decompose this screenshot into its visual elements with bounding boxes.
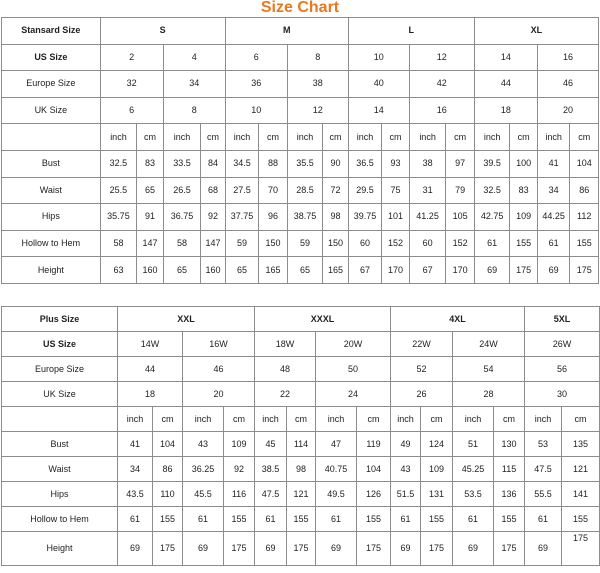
uk-size-row — [2, 382, 600, 407]
measure-value: 45.5 — [183, 482, 224, 507]
unit-cell: inch — [163, 124, 201, 151]
unit-cell: cm — [323, 124, 348, 151]
unit-cell: cm — [570, 124, 599, 151]
us-size-value: 12 — [409, 44, 474, 71]
measure-value: 39.5 — [474, 150, 510, 177]
europe-size-value: 54 — [453, 357, 525, 382]
measure-value: 61 — [255, 507, 287, 532]
uk-size-value: 6 — [100, 97, 163, 124]
measure-value: 45 — [255, 432, 287, 457]
measure-value: 104 — [570, 150, 599, 177]
measure-value: 86 — [570, 177, 599, 204]
measure-value: 175 — [357, 532, 391, 566]
measure-value: 152 — [446, 230, 474, 257]
unit-cell: inch — [409, 124, 446, 151]
us-size-label: US Size — [2, 332, 118, 357]
europe-size-value: 50 — [316, 357, 391, 382]
uk-size-value: 22 — [255, 382, 316, 407]
unit-cell: inch — [391, 407, 421, 432]
measure-row — [2, 532, 600, 566]
europe-size-value: 38 — [287, 71, 348, 98]
measure-value: 130 — [494, 432, 525, 457]
measure-value: 90 — [323, 150, 348, 177]
measure-value: 126 — [357, 482, 391, 507]
measure-value: 41.25 — [409, 204, 446, 231]
size-group: XL — [474, 18, 598, 45]
measure-value: 41 — [118, 432, 153, 457]
uk-size-value: 18 — [474, 97, 537, 124]
measure-value: 136 — [494, 482, 525, 507]
measure-value: 105 — [446, 204, 474, 231]
measure-label: Waist — [2, 457, 118, 482]
size-group: 5XL — [525, 307, 600, 332]
uk-size-value: 20 — [183, 382, 255, 407]
units-row — [2, 124, 599, 151]
us-size-value: 22W — [391, 332, 453, 357]
uk-size-value: 14 — [348, 97, 409, 124]
uk-size-value: 28 — [453, 382, 525, 407]
measure-value: 101 — [382, 204, 409, 231]
measure-value: 59 — [287, 230, 323, 257]
measure-value: 160 — [201, 257, 225, 284]
measure-value: 155 — [570, 230, 599, 257]
measure-value: 43 — [183, 432, 224, 457]
measure-value: 155 — [153, 507, 183, 532]
unit-cell: inch — [316, 407, 357, 432]
measure-value: 165 — [323, 257, 348, 284]
size-row-label: Plus Size — [2, 307, 118, 332]
measure-value: 152 — [382, 230, 409, 257]
us-size-value: 4 — [163, 44, 225, 71]
measure-row — [2, 507, 600, 532]
unit-cell: cm — [357, 407, 391, 432]
measure-value: 110 — [153, 482, 183, 507]
measure-value: 155 — [562, 507, 600, 532]
unit-cell: cm — [287, 407, 316, 432]
measure-value: 36.25 — [183, 457, 224, 482]
us-size-value: 24W — [453, 332, 525, 357]
europe-size-value: 56 — [525, 357, 600, 382]
measure-value: 97 — [446, 150, 474, 177]
unit-cell: inch — [255, 407, 287, 432]
measure-value: 70 — [259, 177, 287, 204]
unit-cell: inch — [225, 124, 259, 151]
measure-value: 135 — [562, 432, 600, 457]
measure-value: 55.5 — [525, 482, 562, 507]
europe-size-label: Europe Size — [2, 357, 118, 382]
europe-size-value: 44 — [118, 357, 183, 382]
uk-size-value: 8 — [163, 97, 225, 124]
unit-cell: inch — [118, 407, 153, 432]
uk-size-value: 24 — [316, 382, 391, 407]
europe-size-row — [2, 71, 599, 98]
measure-value: 51.5 — [391, 482, 421, 507]
europe-size-value: 46 — [183, 357, 255, 382]
measure-value: 61 — [391, 507, 421, 532]
unit-cell: inch — [287, 124, 323, 151]
measure-value: 175 — [562, 532, 600, 566]
measure-value: 109 — [510, 204, 537, 231]
measure-value: 92 — [201, 204, 225, 231]
us-size-value: 10 — [348, 44, 409, 71]
measure-value: 61 — [537, 230, 570, 257]
measure-value: 43 — [391, 457, 421, 482]
measure-value: 67 — [348, 257, 382, 284]
europe-size-value: 42 — [409, 71, 474, 98]
units-row — [2, 407, 600, 432]
europe-size-value: 52 — [391, 357, 453, 382]
measure-value: 141 — [562, 482, 600, 507]
standard-size-table — [1, 17, 599, 284]
measure-value: 28.5 — [287, 177, 323, 204]
measure-row — [2, 204, 599, 231]
measure-value: 36.75 — [163, 204, 201, 231]
measure-value: 116 — [224, 482, 255, 507]
measure-value: 109 — [421, 457, 453, 482]
measure-value: 98 — [287, 457, 316, 482]
measure-value: 53 — [525, 432, 562, 457]
measure-value: 69 — [316, 532, 357, 566]
unit-cell: inch — [474, 124, 510, 151]
measure-value: 109 — [224, 432, 255, 457]
measure-value: 38.75 — [287, 204, 323, 231]
measure-row — [2, 482, 600, 507]
measure-value: 67 — [409, 257, 446, 284]
measure-value: 69 — [391, 532, 421, 566]
measure-value: 83 — [137, 150, 163, 177]
measure-value: 49.5 — [316, 482, 357, 507]
unit-cell: cm — [382, 124, 409, 151]
measure-value: 88 — [259, 150, 287, 177]
units-label-blank — [2, 407, 118, 432]
europe-size-value: 44 — [474, 71, 537, 98]
europe-size-row — [2, 357, 600, 382]
us-size-label: US Size — [2, 44, 101, 71]
measure-value: 32.5 — [100, 150, 137, 177]
measure-value: 39.75 — [348, 204, 382, 231]
measure-value: 68 — [201, 177, 225, 204]
uk-size-value: 12 — [287, 97, 348, 124]
measure-value: 61 — [525, 507, 562, 532]
measure-value: 147 — [201, 230, 225, 257]
unit-cell: cm — [510, 124, 537, 151]
measure-value: 175 — [510, 257, 537, 284]
measure-value: 72 — [323, 177, 348, 204]
measure-value: 69 — [255, 532, 287, 566]
measure-value: 59 — [225, 230, 259, 257]
unit-cell: cm — [562, 407, 600, 432]
uk-size-value: 26 — [391, 382, 453, 407]
measure-value: 160 — [137, 257, 163, 284]
measure-value: 47.5 — [525, 457, 562, 482]
measure-value: 42.75 — [474, 204, 510, 231]
measure-value: 119 — [357, 432, 391, 457]
measure-value: 131 — [421, 482, 453, 507]
measure-value: 34.5 — [225, 150, 259, 177]
measure-value: 124 — [421, 432, 453, 457]
measure-value: 31 — [409, 177, 446, 204]
measure-value: 155 — [421, 507, 453, 532]
us-size-value: 26W — [525, 332, 600, 357]
unit-cell: cm — [446, 124, 474, 151]
europe-size-label: Europe Size — [2, 71, 101, 98]
size-header-row — [2, 307, 600, 332]
unit-cell: cm — [153, 407, 183, 432]
measure-value: 25.5 — [100, 177, 137, 204]
measure-label: Height — [2, 257, 101, 284]
size-group: L — [348, 18, 474, 45]
measure-value: 35.75 — [100, 204, 137, 231]
measure-value: 121 — [287, 482, 316, 507]
size-group: 4XL — [391, 307, 525, 332]
unit-cell: inch — [537, 124, 570, 151]
europe-size-value: 36 — [225, 71, 287, 98]
measure-value: 165 — [259, 257, 287, 284]
measure-value: 150 — [323, 230, 348, 257]
uk-size-label: UK Size — [2, 382, 118, 407]
measure-value: 38 — [409, 150, 446, 177]
measure-label: Bust — [2, 432, 118, 457]
measure-row — [2, 257, 599, 284]
unit-cell: inch — [100, 124, 137, 151]
measure-value: 112 — [570, 204, 599, 231]
measure-value: 155 — [510, 230, 537, 257]
measure-value: 175 — [421, 532, 453, 566]
measure-value: 60 — [348, 230, 382, 257]
measure-value: 65 — [287, 257, 323, 284]
measure-value: 147 — [137, 230, 163, 257]
size-group: S — [100, 18, 225, 45]
us-size-value: 14 — [474, 44, 537, 71]
measure-label: Height — [2, 532, 118, 566]
measure-value: 155 — [224, 507, 255, 532]
us-size-value: 18W — [255, 332, 316, 357]
unit-cell: inch — [453, 407, 494, 432]
measure-value: 47.5 — [255, 482, 287, 507]
measure-value: 175 — [570, 257, 599, 284]
measure-value: 44.25 — [537, 204, 570, 231]
measure-row — [2, 150, 599, 177]
plus-size-table — [1, 306, 600, 566]
unit-cell: inch — [183, 407, 224, 432]
europe-size-value: 46 — [537, 71, 598, 98]
measure-value: 61 — [183, 507, 224, 532]
measure-value: 104 — [153, 432, 183, 457]
unit-cell: inch — [348, 124, 382, 151]
measure-label: Waist — [2, 177, 101, 204]
unit-cell: cm — [494, 407, 525, 432]
measure-value: 84 — [201, 150, 225, 177]
europe-size-value: 40 — [348, 71, 409, 98]
measure-label: Hollow to Hem — [2, 230, 101, 257]
measure-value: 83 — [510, 177, 537, 204]
measure-value: 41 — [537, 150, 570, 177]
measure-value: 170 — [382, 257, 409, 284]
us-size-row — [2, 44, 599, 71]
measure-value: 29.5 — [348, 177, 382, 204]
measure-label: Bust — [2, 150, 101, 177]
measure-value: 175 — [287, 532, 316, 566]
uk-size-value: 20 — [537, 97, 598, 124]
measure-value: 86 — [153, 457, 183, 482]
measure-row — [2, 432, 600, 457]
measure-value: 155 — [494, 507, 525, 532]
uk-size-value: 30 — [525, 382, 600, 407]
measure-value: 69 — [453, 532, 494, 566]
measure-value: 114 — [287, 432, 316, 457]
measure-value: 93 — [382, 150, 409, 177]
measure-value: 96 — [259, 204, 287, 231]
measure-value: 27.5 — [225, 177, 259, 204]
measure-value: 58 — [100, 230, 137, 257]
measure-value: 98 — [323, 204, 348, 231]
measure-value: 63 — [100, 257, 137, 284]
us-size-value: 6 — [225, 44, 287, 71]
uk-size-value: 10 — [225, 97, 287, 124]
measure-value: 65 — [163, 257, 201, 284]
measure-value: 100 — [510, 150, 537, 177]
us-size-value: 16W — [183, 332, 255, 357]
measure-value: 69 — [118, 532, 153, 566]
size-row-label: Stansard Size — [2, 18, 101, 45]
measure-value: 75 — [382, 177, 409, 204]
units-label-blank — [2, 124, 101, 151]
measure-value: 58 — [163, 230, 201, 257]
measure-value: 175 — [224, 532, 255, 566]
size-group: M — [225, 18, 348, 45]
measure-value: 47 — [316, 432, 357, 457]
us-size-value: 14W — [118, 332, 183, 357]
measure-value: 37.75 — [225, 204, 259, 231]
measure-value: 45.25 — [453, 457, 494, 482]
measure-value: 49 — [391, 432, 421, 457]
unit-cell: cm — [137, 124, 163, 151]
measure-value: 34 — [537, 177, 570, 204]
uk-size-value: 16 — [409, 97, 474, 124]
measure-value: 150 — [259, 230, 287, 257]
measure-value: 61 — [474, 230, 510, 257]
measure-value: 61 — [316, 507, 357, 532]
measure-label: Hollow to Hem — [2, 507, 118, 532]
europe-size-value: 48 — [255, 357, 316, 382]
unit-cell: inch — [525, 407, 562, 432]
measure-value: 69 — [183, 532, 224, 566]
measure-value: 155 — [287, 507, 316, 532]
measure-value: 33.5 — [163, 150, 201, 177]
measure-row — [2, 177, 599, 204]
uk-size-row — [2, 97, 599, 124]
uk-size-label: UK Size — [2, 97, 101, 124]
measure-value: 91 — [137, 204, 163, 231]
measure-value: 36.5 — [348, 150, 382, 177]
measure-value: 92 — [224, 457, 255, 482]
size-group: XXXL — [255, 307, 391, 332]
measure-label: Hips — [2, 204, 101, 231]
measure-value: 69 — [525, 532, 562, 566]
measure-value: 69 — [474, 257, 510, 284]
measure-value: 115 — [494, 457, 525, 482]
measure-value: 60 — [409, 230, 446, 257]
measure-row — [2, 457, 600, 482]
measure-value: 79 — [446, 177, 474, 204]
measure-value: 43.5 — [118, 482, 153, 507]
measure-value: 53.5 — [453, 482, 494, 507]
us-size-value: 16 — [537, 44, 598, 71]
unit-cell: cm — [224, 407, 255, 432]
measure-label: Hips — [2, 482, 118, 507]
measure-value: 40.75 — [316, 457, 357, 482]
measure-value: 121 — [562, 457, 600, 482]
measure-value: 34 — [118, 457, 153, 482]
measure-value: 69 — [537, 257, 570, 284]
measure-value: 26.5 — [163, 177, 201, 204]
europe-size-value: 32 — [100, 71, 163, 98]
measure-value: 175 — [153, 532, 183, 566]
measure-value: 104 — [357, 457, 391, 482]
uk-size-value: 18 — [118, 382, 183, 407]
measure-value: 170 — [446, 257, 474, 284]
us-size-value: 2 — [100, 44, 163, 71]
measure-value: 155 — [357, 507, 391, 532]
measure-value: 35.5 — [287, 150, 323, 177]
measure-value: 32.5 — [474, 177, 510, 204]
measure-value: 61 — [453, 507, 494, 532]
us-size-value: 20W — [316, 332, 391, 357]
measure-value: 51 — [453, 432, 494, 457]
measure-value: 65 — [137, 177, 163, 204]
us-size-row — [2, 332, 600, 357]
measure-value: 175 — [494, 532, 525, 566]
measure-value: 65 — [225, 257, 259, 284]
unit-cell: cm — [259, 124, 287, 151]
measure-value: 38.5 — [255, 457, 287, 482]
page-title: Size Chart — [260, 0, 340, 16]
measure-value: 61 — [118, 507, 153, 532]
us-size-value: 8 — [287, 44, 348, 71]
unit-cell: cm — [421, 407, 453, 432]
unit-cell: cm — [201, 124, 225, 151]
measure-row — [2, 230, 599, 257]
size-group: XXL — [118, 307, 255, 332]
size-header-row — [2, 18, 599, 45]
europe-size-value: 34 — [163, 71, 225, 98]
